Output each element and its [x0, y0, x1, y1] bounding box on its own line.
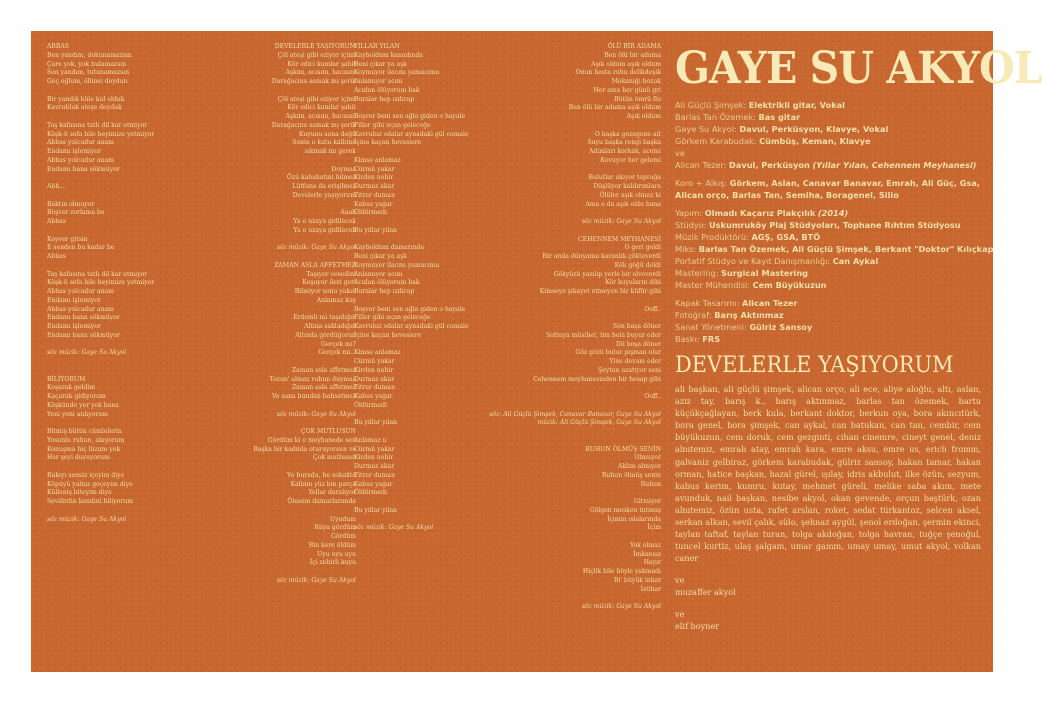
- lyric-line: Develerle yaşıyorum: [292, 191, 356, 199]
- lyric-line: Endamı bana sökmüyor: [47, 331, 120, 339]
- lyric-line: Kimse anlamaz: [354, 156, 401, 164]
- lyric-line: Başka bir kadınla oturuyorsun ve: [253, 445, 356, 453]
- lyric-line: Yeni yeni anlıyorum: [47, 410, 108, 418]
- lyric-line: Şeytan uzatıyor seni: [598, 366, 661, 374]
- credit-line: [675, 99, 981, 111]
- lyric-line: Buralar hep ızdırap: [354, 95, 415, 103]
- lyric-gap: [471, 489, 661, 498]
- lyric-line: Kabus yağar: [354, 393, 393, 400]
- credits-list: [675, 99, 994, 345]
- lyric-line: Cürmü yakar: [354, 358, 395, 365]
- lyric-line: Kovuyor her gelemi: [600, 156, 661, 164]
- lyric-line: İçim: [647, 524, 661, 532]
- lyric-line: Ve sana bundan bahsetmez: [271, 393, 356, 400]
- credit-name: Davul, Perküsyon, Klavye, Vokal: [739, 124, 889, 134]
- lyric-line: Hiçlik bile böyle yakmadı: [582, 568, 661, 575]
- lyric-line: Titrer duman: [354, 384, 395, 392]
- lyric-line: Ya o uzaya gidilecek: [293, 226, 356, 234]
- lyric-line: Kayboldum kanadında: [354, 51, 423, 59]
- lyric-line: Durmaz akar: [354, 183, 395, 190]
- credit-line: [675, 309, 981, 321]
- lyric-line: Köşk-ü sefa bile beyimize yetmiyor: [47, 279, 155, 287]
- lyric-gap: [471, 594, 661, 603]
- lyric-line: Anlamaz kuş: [316, 296, 356, 304]
- lyric-line: Köşkünde yer yok bana: [47, 401, 119, 409]
- lyric-line: Mekanığı bozuk: [611, 78, 661, 85]
- lyric-line: Çöl ateşi gibi eziyor içimi: [277, 95, 356, 103]
- lyric-gap: [216, 463, 356, 472]
- credit-name: Can Aykal: [832, 256, 879, 266]
- credit-line: [675, 111, 981, 123]
- lyric-line: sıkmak mı gerek: [304, 148, 356, 155]
- lyric-line: Taş kafasına tatlı dil kar etmiyor: [47, 121, 148, 129]
- lyric-line: İçi zehirli kuyu: [309, 559, 356, 567]
- lyric-line: Endamı işlemiyor: [47, 148, 101, 155]
- lyric-line: Aşık oldum: [626, 113, 661, 120]
- lyric-line: Sofraya müsibet, bin bela buyur eder: [545, 331, 661, 339]
- lyric-line: Anlamıyor acını: [354, 270, 403, 278]
- song-title: BİLİYORUM: [47, 375, 86, 383]
- lyric-line: Ve burada, bu sokakta: [287, 471, 356, 479]
- lyric-line: Lütfuna da erişilmez: [292, 183, 356, 190]
- lyric-line: Gördüm: [330, 533, 356, 540]
- lyric-line: Ama o da aşık oldu bana: [585, 200, 661, 208]
- booklet-spread: [31, 31, 1042, 672]
- lyric-line: Zaman asla affetmez: [291, 384, 356, 392]
- song-title: ABBAS: [47, 43, 69, 50]
- lyric-line: Adımları korkak, acemi: [589, 148, 661, 155]
- lyric-line: Geç oğlum, ölüme doydun: [47, 78, 128, 85]
- credit-role: Fotoğraf:: [675, 310, 712, 320]
- credit-line: [675, 123, 981, 135]
- lyric-line: Son başa döner: [613, 323, 661, 330]
- lyric-line: Aşkım, acısını, hacısını: [285, 113, 356, 120]
- lyric-line: Zaman asla affetmez: [291, 366, 356, 374]
- lyric-line: Bu yıllar yılan: [354, 226, 398, 234]
- lyric-line: Hayır: [643, 559, 661, 567]
- credit-role: Yapım:: [675, 208, 703, 218]
- lyric-line: Yine devam eder: [609, 358, 661, 365]
- credit-name: Barlas Tan Özemek, Ali Güçlü Şimşek, Berkant "Doktor" Kılıçkap: [698, 244, 994, 254]
- credit-line: [675, 321, 981, 333]
- song-title: ÇOK MUTLUSUN: [300, 428, 356, 435]
- lyric-line: Endamı işlemiyor: [47, 296, 101, 304]
- lyric-line: Çok mutlusun: [313, 454, 356, 462]
- credit-line: [675, 159, 981, 171]
- song-credit: müzik: Ali Güçlü Şimşek, Gaye Su Akyol: [537, 419, 661, 427]
- credit-line: [675, 219, 981, 231]
- lyric-line: Acıdan ölüyorum bak: [354, 279, 420, 287]
- credit-role: Master Mühendisi:: [675, 280, 751, 290]
- credit-name: Gülriz Sansoy: [749, 322, 813, 332]
- lyric-line: Kuyunu sana değil: [298, 130, 356, 138]
- lyric-line: Kirden nehir: [354, 366, 394, 374]
- song-title: CEHENNEM MEYHANESİ: [578, 235, 661, 243]
- lyric-line: Kör kuyuların dibi: [605, 279, 661, 287]
- song-credit: söz müzik: Gaye Su Akyol: [581, 603, 661, 610]
- lyric-line: Yok olmaz: [629, 541, 661, 549]
- lyric-line: Durmaz akar: [354, 375, 395, 383]
- lyric-line: Suyu başka rengi başka: [587, 139, 661, 147]
- lyric-line: Kabus yağar: [354, 480, 393, 488]
- credit-name: FRS: [702, 334, 721, 344]
- lyric-line: Aşık oldum aşık oldum: [591, 60, 661, 68]
- lyric-line: E senden bu kadar be: [47, 244, 115, 252]
- lyric-line: Gitmiyor: [633, 498, 661, 505]
- lyric-line: Göz gözü bulur pişman olur: [575, 349, 661, 357]
- lyric-line: Sen yandım, tutunamazsın: [47, 69, 130, 77]
- lyric-line: Abbas yolcudur anam: [47, 288, 114, 295]
- credit-line: [675, 177, 981, 189]
- lyric-line: Kimse anlamaz: [354, 349, 401, 357]
- lyric-line: Beni çıkar ya aşk: [354, 253, 407, 260]
- lyric-line: Uyudum: [329, 515, 356, 523]
- credit-name: Elektrikli gitar, Vokal: [748, 100, 845, 110]
- song-credit: söz müzik: Gaye Su Akyol: [276, 244, 356, 252]
- lyric-line: Ruhun ölmüş senin: [601, 471, 661, 479]
- credits-panel: [675, 39, 1042, 632]
- lyric-line: Filler gibi uçan geleceğe: [354, 121, 431, 129]
- lyric-line: Ooff..: [644, 305, 661, 313]
- lyric-line: Ooff..: [644, 393, 661, 400]
- lyric-line: Yosunlu ruhun, akıyorum: [47, 436, 125, 444]
- lyric-line: Kirden nehir: [354, 454, 394, 462]
- song-credit: söz: Ali Güçlü Şimşek, Canavar Banavar, Gaye Su Akyol: [489, 410, 661, 418]
- lyric-line: Özü kabahatini bilmez: [286, 174, 356, 182]
- lyric-gap: [216, 402, 356, 411]
- credit-role: Alican Tezer:: [675, 160, 727, 170]
- lyric-line: Sevdirdin kendini biliyorum: [47, 498, 134, 505]
- lyric-line: Gerçek mi...: [318, 349, 356, 357]
- song-title: YILLAR YILAN: [354, 43, 400, 50]
- lyric-line: Senin o kutu kalbine: [292, 139, 356, 147]
- lyric-line: Baktın olmuyor: [47, 200, 95, 208]
- credit-name: AGŞ, GSA, BTÖ: [751, 232, 821, 242]
- lyric-gap: [471, 533, 661, 542]
- lyric-line: Bu yıllar yılan: [354, 419, 398, 427]
- credit-line: [675, 297, 981, 309]
- lyric-line: Kaçarak gidiyorum: [47, 393, 106, 400]
- credit-line: [675, 243, 994, 255]
- lyric-line: Öldürmedi: [354, 401, 387, 409]
- lyric-line: Darağacına asmak mı şerik: [271, 78, 356, 85]
- thanks-name: ve: [675, 609, 685, 620]
- lyric-line: Abbas: [47, 218, 66, 225]
- credit-line: [675, 267, 981, 279]
- lyric-line: Kör edici kumlar şahit: [287, 104, 356, 112]
- lyric-line: Rakıyı sensiz içeyim diye: [47, 471, 125, 479]
- thanks-gap: [675, 598, 981, 608]
- lyric-line: Kirden nehir: [354, 174, 394, 182]
- lyric-gap: [471, 314, 661, 323]
- lyric-line: Ya o uzaya gidilecek: [293, 218, 356, 225]
- credit-name: Bas gitar: [758, 112, 801, 122]
- lyric-line: Düşlüyor kaldırımlara: [593, 183, 661, 190]
- lyric-line: Ölüler aşık olmaz ki: [599, 191, 661, 199]
- lyric-line: Tozun' almaz ruhun duymaz: [269, 375, 356, 383]
- album-title: DEVELERLE YAŞIYORUM: [675, 353, 954, 378]
- lyric-gap: [216, 201, 356, 210]
- credit-line: [675, 255, 981, 267]
- thanks-list: ali başkan, ali güçlü şimşek, alican orço, ali ece, aliye aloğlu, altı, aslan, aziz tay, barış k., barış aktınmaz, barlas tan özemek, bartu küçükçağlayan, berk kula, berkant doktor, berkun oya, bora akıncıtürk, bora genel, bora şimşek, can aykal, can batukan, can tan, cembir, cem büyükuzun, cem doruk, cem gezginti, cihan cinemre, cineyt genel, deniz alnıtemiz, emrah atay, emrah kara, emre aksu, emre us, erich fromm, galvaniz gelbiraz, görkem karabudak, gülriz sansoy, hakan tamar, hakan orman, hatice başkan, hazal gürel, ışılay, idris akbulut, ilke özün, sezyum, kabus kerim, kumru, kutay, mehmet güreli, melike saba akım, mete avunduk, nail başkan, nesibe akyol, okan gevende, orçun baştürk, ozan alnıtemiz, özün usta, rafet arslan, roket, sedat türkantoz, selcen aksel, serkan alkan, sevil çalık, sülo, şehnaz aygül, şenol erdoğan, şermin ekinci, taylan taftaf, taylan turan, tolga akdoğan, tolga havran, tuğçe şenoğul, tuncel kurtiz, ulaş şalgam, umar gamm, umay umay, umut akyol, volkan caner: [675, 384, 981, 564]
- credit-role: Gaye Su Akyol:: [675, 124, 737, 134]
- lyric-gap: [216, 507, 356, 516]
- lyric-line: Kimseye şikayet etmeyen bir küfür gibi: [539, 288, 661, 295]
- lyric-line: Anlamaz u: [354, 436, 387, 444]
- credit-line: [675, 147, 981, 159]
- lyric-line: Olmuyor: [634, 454, 661, 462]
- lyric-line: İçine kaçan hevesiere: [354, 139, 422, 147]
- lyric-line: Abbas yolcudur anam: [47, 305, 114, 313]
- lyric-gap: [471, 122, 661, 131]
- lyric-line: Abbas: [47, 253, 66, 260]
- credit-line: [675, 333, 981, 345]
- lyric-line: Cürmü yakar: [354, 445, 395, 453]
- lyric-line: Ben ölü bir adama: [604, 51, 661, 59]
- song-title: RUHUN ÖLMÜŞ SENİN: [585, 445, 661, 453]
- artist-name: GAYE SU AKYOL: [675, 43, 1042, 94]
- credit-role: Ali Güçlü Şimşek:: [675, 100, 747, 110]
- song-title: ÖLÜ BİR ADAMA: [607, 43, 661, 50]
- lyric-line: İçimin ıslalarında: [607, 515, 661, 523]
- lyric-line: Taş kafasına tatlı dil kar etmiyor: [47, 270, 148, 278]
- thanks-tail: [675, 574, 981, 632]
- song-credit: söz müzik: Gaye Su Akyol: [581, 218, 661, 225]
- credit-name: Olmadı Kaçarız Plakçılık: [704, 208, 816, 218]
- lyric-line: Bir yandık küle kul olduk: [47, 95, 125, 103]
- song-credit: söz müzik: Gaye Su Akyol: [276, 410, 356, 418]
- credit-role: Kapak Tasarımı:: [675, 298, 740, 308]
- song-title: DEVELERLE YAŞIYORUM: [274, 43, 356, 50]
- lyric-line: Bu yıllar yılan: [354, 506, 398, 514]
- credit-role: Görkem Karabudak:: [675, 136, 757, 146]
- lyric-line: Gerçek mi?: [320, 340, 356, 348]
- lyric-line: Gökyüzü yazılıp yerle bir olveverdi: [553, 270, 661, 278]
- song-credit: söz müzik: Gaye Su Akyol: [354, 524, 434, 532]
- lyric-line: Darağacına asmak mı şerik: [271, 121, 356, 129]
- lyric-line: O başka gezegene ait: [594, 130, 661, 138]
- credit-role: Müzik Prodüktörü:: [675, 232, 749, 242]
- lyric-gap: [471, 297, 661, 306]
- lyric-line: Ben yandım, dokunamazsın: [47, 51, 132, 59]
- lyric-line: Abbas yolcudur anam: [47, 156, 114, 164]
- lyric-line: Durmaz akar: [354, 463, 395, 470]
- lyric-line: Ölesem damarlarımda: [287, 498, 356, 505]
- lyric-line: Endamı işlemiyor: [47, 323, 101, 330]
- lyric-line: Erdemli mi taşıdığın: [293, 314, 356, 322]
- song-title: ZAMAN ASLA AFFETMEZ: [274, 261, 356, 269]
- credit-line: [675, 207, 981, 219]
- lyric-line: Taşıyor cesedini: [306, 270, 356, 278]
- lyric-line: Bilmiyor sonu yakın: [294, 288, 356, 295]
- lyric-line: Titrer duman: [354, 191, 395, 199]
- lyric-line: Öldürmedi: [354, 209, 387, 217]
- lyric-line: Bitmiş bütün cümlelerin: [47, 428, 122, 435]
- credit-role: Baskı:: [675, 334, 700, 344]
- lyric-line: Kayboldum damarında: [354, 244, 424, 252]
- thanks-name: muzaffer akyol: [675, 587, 736, 598]
- lyric-line: Koymuyor ilacını yamacıma: [354, 261, 440, 269]
- credit-note: (2014): [817, 208, 849, 218]
- lyric-gap: [471, 384, 661, 393]
- lyric-line: Bin kere öldüm: [308, 541, 356, 549]
- lyric-gap: [216, 236, 356, 245]
- lyric-line: Külleniş biteyim diye: [47, 489, 112, 497]
- credit-name: Alican Tezer: [742, 298, 798, 308]
- lyric-line: Koymuyor ilacını yamacıma: [354, 69, 440, 77]
- credit-role: Mastering:: [675, 268, 719, 278]
- song-credit: söz müzik: Gaye Su Akyol: [47, 515, 127, 523]
- lyric-line: Beni çıkar ya aşk: [354, 60, 407, 68]
- lyric-line: Buralar hep ızdırap: [354, 288, 415, 295]
- lyric-gap: [471, 227, 661, 236]
- lyric-line: Cürmü yakar: [354, 165, 395, 173]
- credit-line: [675, 189, 981, 201]
- lyric-gap: [216, 568, 356, 577]
- lyric-line: Altında gördüğorun: [295, 331, 356, 339]
- lyric-line: Konuşma hiç lüzum yok: [47, 445, 121, 453]
- lyric-line: Onun hasta ruhu delikdeşik: [575, 69, 661, 77]
- lyric-gap: [471, 428, 661, 437]
- lyric-line: Yollar daralıyor: [308, 489, 356, 497]
- lyric-line: Ahh...: [47, 183, 66, 190]
- credit-line: [675, 279, 981, 291]
- lyric-line: Koşuyor ileri geri: [302, 279, 356, 287]
- lyric-line: Köşk-ü sefa bile beyimize yetmiyor: [47, 130, 155, 138]
- lyric-line: İstihar: [640, 585, 661, 593]
- lyric-line: Aklım almıyor: [617, 463, 661, 470]
- lyric-gap: [216, 157, 356, 166]
- lyric-line: Gölgen mesken tutmuş: [589, 506, 661, 514]
- lyric-line: Endamı bana sökmüyor: [47, 165, 120, 173]
- lyric-line: Kavrulduk ateşe doyduk: [47, 104, 122, 112]
- credit-role: Barlas Tan Özemek:: [675, 112, 756, 122]
- lyric-line: Bulutlar akıyor toprağa: [588, 174, 661, 182]
- lyric-line: Acıdan ölüyorum bak: [354, 86, 420, 94]
- lyric-line: Kör edici kumlar şahit: [287, 60, 356, 68]
- credit-role: Portatif Stüdyo ve Kayıt Danışmanlığı:: [675, 256, 831, 266]
- lyric-line: Boşver beni sen ağla giden o hayale: [354, 113, 466, 120]
- lyric-gap: [216, 306, 356, 315]
- lyric-line: Kalbim yüz bin parça: [290, 480, 356, 488]
- credit-name: Cümbüş, Keman, Klavye: [759, 136, 871, 146]
- credit-name: Görkem, Aslan, Canavar Banavar, Emrah, Ali Güç, Gsa,: [729, 178, 981, 188]
- credit-name: Cem Büyükuzun: [752, 280, 827, 290]
- lyric-line: Kabus yağar: [354, 200, 393, 208]
- lyric-line: Kavruluz odalar aynadaki gül cemale: [354, 130, 469, 138]
- thanks-name: elif boyner: [675, 621, 720, 632]
- lyric-line: İçine kaçan hevesiere: [354, 331, 422, 339]
- lyric-line: Bütün ömrü flu: [614, 95, 661, 103]
- lyric-line: Öldürmedi: [354, 489, 387, 497]
- credit-role: Koro + Alkış:: [675, 178, 728, 188]
- lyric-line: Boşver zorlama be: [47, 209, 105, 217]
- song-credit: söz müzik: Gaye Su Akyol: [47, 349, 127, 357]
- lyric-gap: [216, 253, 356, 262]
- lyrics-column-4: [471, 43, 661, 612]
- credit-role: Miks:: [675, 244, 697, 254]
- lyric-gap: [471, 209, 661, 218]
- lyric-gap: [216, 87, 356, 96]
- song-credit: söz müzik: Gaye Su Akyol: [276, 576, 356, 584]
- credit-role: ve: [675, 148, 685, 158]
- lyric-line: Aşkım, acısını, hacısını: [285, 69, 356, 77]
- lyric-gap: [216, 358, 356, 367]
- lyric-line: Rüya gördüm: [314, 524, 356, 532]
- credit-role: Stüdyo:: [675, 220, 707, 230]
- credit-role: Sanat Yönetmeni:: [675, 322, 747, 332]
- lyric-line: Koşarak geldim: [47, 384, 96, 392]
- lyric-line: Bi' büyük inkar: [614, 576, 661, 584]
- credit-name: Barış Aktınmaz: [714, 310, 784, 320]
- lyric-line: Cehennem meyhanesinden bir hesap gibi: [533, 375, 661, 383]
- lyric-gap: [471, 166, 661, 175]
- credit-name: Uskumruköy Plaj Stüdyoları, Tophane Rıhtım Stüdyosu: [709, 220, 961, 230]
- lyric-gap: [471, 402, 661, 411]
- lyric-line: Dil boşa döner: [615, 340, 661, 348]
- lyric-line: Ben ölü bir adama aşık oldum: [568, 104, 661, 112]
- lyric-line: Ruhun: [640, 480, 661, 488]
- credit-line: [675, 135, 981, 147]
- lyric-line: Abbas yolcudur anam: [47, 139, 114, 147]
- thanks-name: ve: [675, 575, 685, 586]
- lyric-line: O geri geldi: [624, 244, 661, 252]
- lyric-line: Boşver beni sen ağla giden o hayale: [354, 305, 466, 313]
- lyric-line: Anlamıyor acını: [354, 78, 403, 85]
- lyric-line: Çöl ateşi gibi eziyor içimi: [277, 51, 356, 59]
- lyric-line: Kök göğü deldi: [614, 261, 661, 269]
- lyric-line: Her ama her günü gri: [593, 86, 661, 94]
- lyric-line: Gördüm ki o meyhanede sen: [267, 436, 356, 444]
- lyric-line: Aaah: [340, 209, 356, 217]
- lyric-gap: [216, 419, 356, 428]
- lyric-line: Doymaz: [331, 165, 356, 173]
- credit-note: (Yıllar Yılan, Cehennem Meyhanesi): [812, 160, 977, 170]
- credit-name: Davul, Perküsyon: [729, 160, 810, 170]
- lyric-line: Titrer duman: [354, 471, 395, 479]
- lyric-line: İmkansız: [633, 550, 661, 558]
- lyric-line: Köpüyü yalnız geçeyim diye: [47, 480, 133, 488]
- credit-name: Alican orço, Barlas Tan, Semiha, Boragenel, Silio: [675, 190, 899, 200]
- lyric-line: Her şeyi duyuyorum: [47, 454, 110, 462]
- credit-name: Surgical Mastering: [721, 268, 809, 278]
- credit-line: [675, 231, 981, 243]
- lyric-gap: [471, 437, 661, 446]
- lyric-line: Endamı bana sökmüyor: [47, 314, 120, 322]
- lyrics-column-2: [216, 43, 356, 586]
- lyric-line: Kavruluz odalar aynadaki gül cemale: [354, 323, 469, 330]
- lyric-line: Uyu uyu uyu: [317, 550, 356, 558]
- lyric-line: Altına sakladığın: [304, 323, 356, 330]
- lyric-line: Koyver gitsin: [47, 235, 88, 243]
- lyric-line: Bir anda dünyama karanlık çökteverdi: [542, 253, 661, 260]
- lyric-line: Filler gibi uçan geleceğe: [354, 314, 431, 322]
- lyric-line: Çare yok, yok bulamazsın: [47, 60, 127, 68]
